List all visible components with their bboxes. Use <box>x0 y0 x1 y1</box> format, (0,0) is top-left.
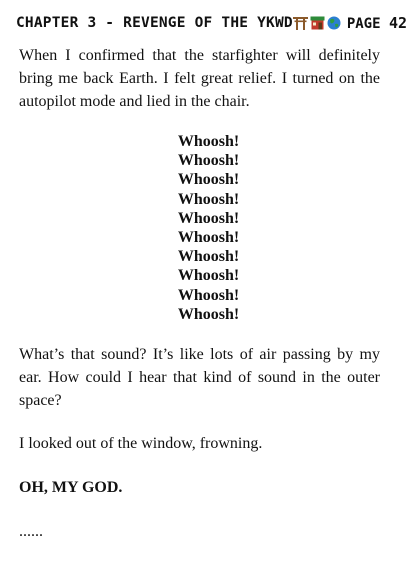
torii-gate-icon <box>293 16 308 30</box>
shop-icon <box>310 16 325 30</box>
page-prefix: PAGE <box>346 16 381 32</box>
paragraph-1: When I confirmed that the starfighter will definitely bring me back Earth. I felt great relief. I turned on the autopilot mode and lied in the chair. <box>19 47 380 110</box>
page-number-value: 42 <box>388 14 407 32</box>
header-icons <box>293 16 341 30</box>
whoosh-line: Whoosh! <box>177 229 240 247</box>
whoosh-line: Whoosh! <box>177 190 240 208</box>
paragraph-3: I looked out of the window, frowning. <box>19 435 263 453</box>
page-body <box>19 44 380 543</box>
exclamation: OH, MY GOD. <box>19 479 123 497</box>
whoosh-line: Whoosh! <box>177 171 240 189</box>
ellipsis: ...... <box>19 523 43 541</box>
paragraph-2: What’s that sound? It’s like lots of air passing by my ear. How could I hear that kind of sound in the outer space? <box>19 346 380 410</box>
page-header <box>16 12 407 34</box>
whoosh-sound-effects <box>19 132 380 324</box>
globe-icon <box>327 16 341 30</box>
whoosh-line: Whoosh! <box>177 267 240 285</box>
whoosh-line: Whoosh! <box>177 209 240 227</box>
whoosh-line: Whoosh! <box>177 305 240 323</box>
chapter-title: CHAPTER 3 - REVENGE OF THE YKWD <box>16 15 293 31</box>
page-number <box>347 14 407 32</box>
whoosh-line: Whoosh! <box>177 286 240 304</box>
whoosh-line: Whoosh! <box>177 152 240 170</box>
whoosh-line: Whoosh! <box>177 248 240 266</box>
header-right <box>293 14 407 32</box>
whoosh-line: Whoosh! <box>177 133 240 150</box>
